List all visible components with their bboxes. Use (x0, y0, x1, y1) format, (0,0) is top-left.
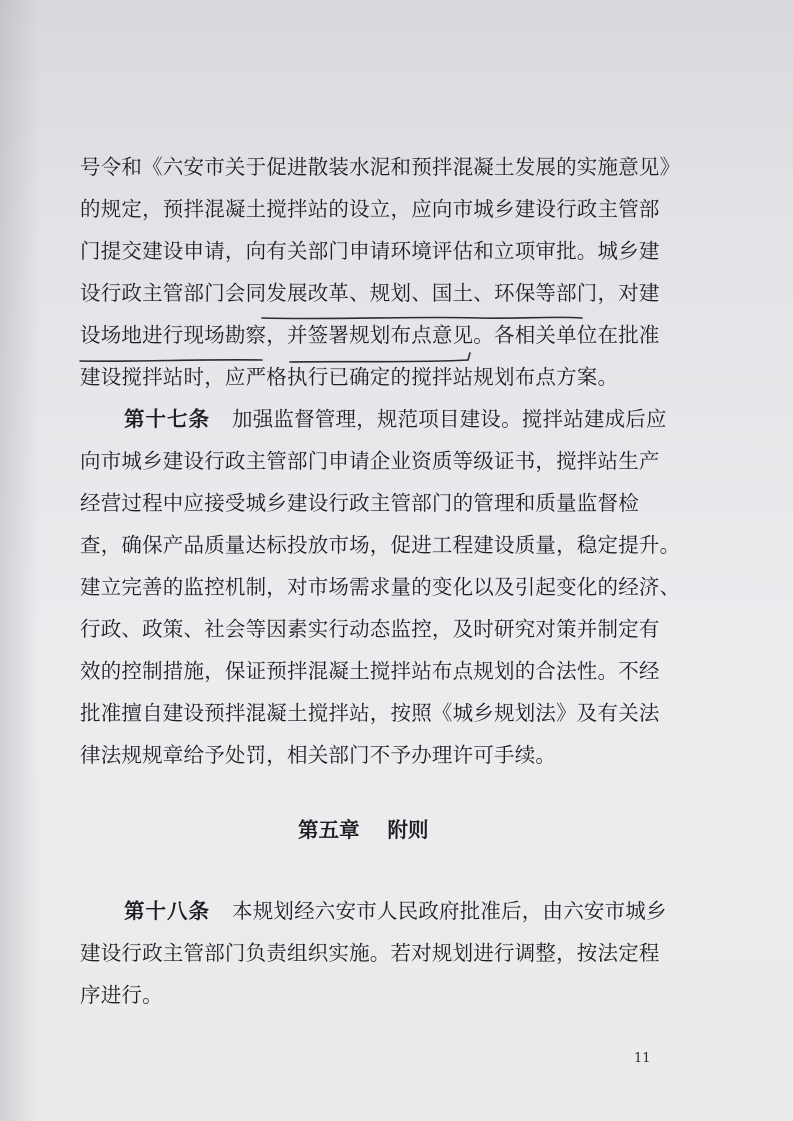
chapter-number: 第五章 (298, 818, 360, 842)
body-line: 门提交建设申请，向有关部门申请环境评估和立项审批。城乡建 (80, 239, 660, 263)
article-17-line: 向市城乡建设行政主管部门申请企业资质等级证书，搅拌站生产 (80, 449, 660, 473)
article-17-line: 经营过程中应接受城乡建设行政主管部门的管理和质量监督检 (80, 491, 639, 515)
article-17-first-line (124, 402, 667, 436)
body-line: 的规定，预拌混凝土搅拌站的设立，应向市城乡建设行政主管部 (80, 197, 660, 221)
article-17-line: 建立完善的监控机制，对市场需求量的变化以及引起变化的经济、 (80, 575, 681, 599)
chapter-heading (298, 813, 429, 843)
article-17-line: 批准擅自建设预拌混凝土搅拌站，按照《城乡规划法》及有关法 (80, 701, 660, 725)
body-line: 设行政主管部门会同发展改革、规划、国土、环保等部门，对建 (80, 281, 660, 305)
article-18-line: 序进行。 (80, 983, 163, 1007)
body-line: 设场地进行现场勘察，并签署规划布点意见。各相关单位在批准 (80, 323, 660, 347)
article-17-line: 律法规规章给予处罚，相关部门不予办理许可手续。 (80, 743, 557, 767)
page-number: 11 (634, 1051, 651, 1066)
body-line: 号令和《六安市关于促进散装水泥和预拌混凝土发展的实施意见》 (80, 155, 681, 179)
page-shadow (0, 0, 40, 1121)
article-17-line: 查，确保产品质量达标投放市场，促进工程建设质量，稳定提升。 (80, 533, 681, 557)
article-17-line: 效的控制措施，保证预拌混凝土搅拌站布点规划的合法性。不经 (80, 659, 660, 683)
article-17-number: 第十七条 (124, 407, 210, 431)
article-18-first-line (124, 894, 667, 928)
body-line: 建设搅拌站时，应严格执行已确定的搅拌站规划布点方案。 (80, 365, 619, 389)
article-17-lead: 加强监督管理，规范项目建设。搅拌站建成后应 (232, 407, 667, 431)
article-18-number: 第十八条 (124, 899, 210, 923)
article-18-line: 建设行政主管部门负责组织实施。若对规划进行调整，按法定程 (80, 941, 660, 965)
chapter-title: 附则 (387, 818, 429, 842)
article-18-lead: 本规划经六安市人民政府批准后，由六安市城乡 (232, 899, 667, 923)
article-17-line: 行政、政策、社会等因素实行动态监控，及时研究对策并制定有 (80, 617, 660, 641)
